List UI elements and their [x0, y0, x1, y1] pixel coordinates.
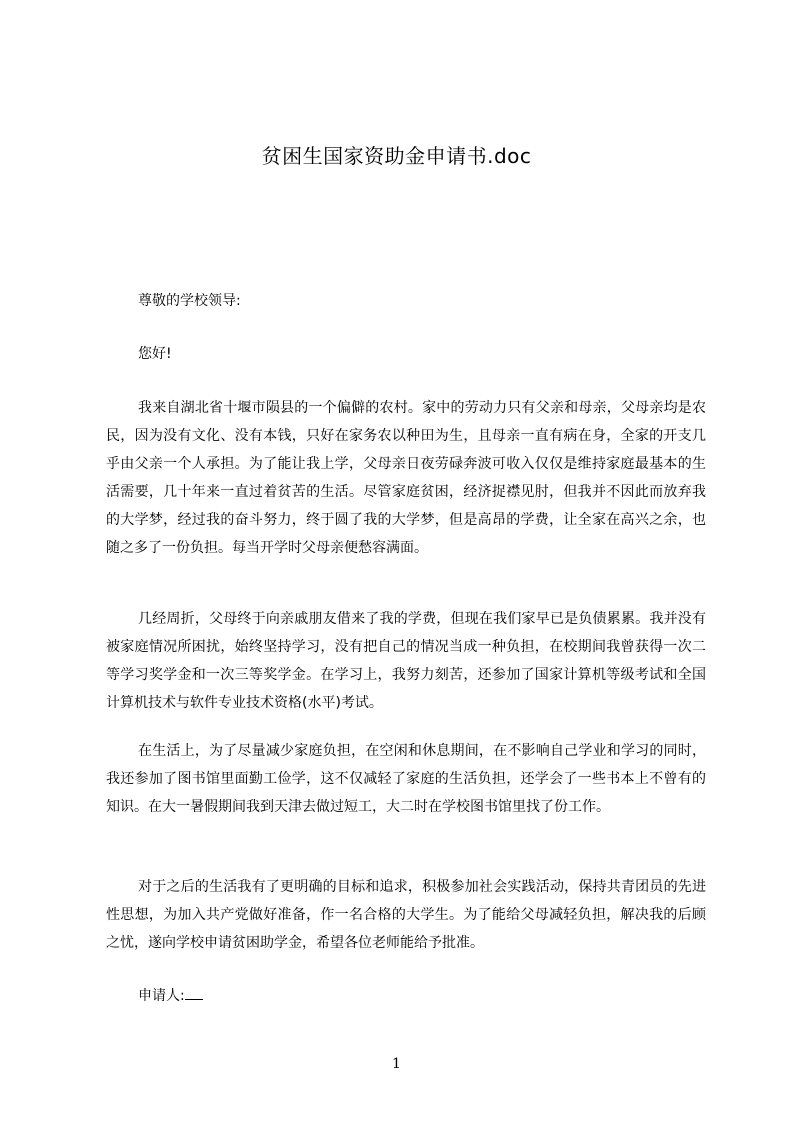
- greeting: 您好!: [138, 346, 172, 362]
- paragraph-study-achievements: 几经周折，父母终于向亲戚朋友借来了我的学费，但现在我们家早已是负债累累。我并没有被家庭情况所困扰，始终坚持学习，没有把自己的情况当成一种负担，在校期间我曾获得一次二等学习奖学金和一次三等奖学金。在学习上，我努力刻苦，还参加了国家计算机等级考试和全国计算机技术与软件专业技术资格(水平)考试。: [106, 611, 706, 711]
- paragraph-work-study: 在生活上，为了尽量减少家庭负担，在空闲和休息期间，在不影响自己学业和学习的同时，我还参加了图书馆里面勤工俭学，这不仅减轻了家庭的生活负担，还学会了一些书本上不曾有的知识。在大一暑假期间我到天津去做过短工，大二时在学校图书馆里找了份工作。: [106, 743, 706, 815]
- applicant-label: 申请人:: [138, 988, 185, 1004]
- paragraph-family-background: 我来自湖北省十堰市陨县的一个偏僻的农村。家中的劳动力只有父亲和母亲，父母亲均是农民，因为没有文化、没有本钱，只好在家务农以种田为生，且母亲一直有病在身，全家的开支几乎由父亲一个人承担。为了能让我上学，父母亲日夜劳碌奔波可收入仅仅是维持家庭最基本的生活需要，几十年来一直过着贫苦的生活。尽管家庭贫困，经济捉襟见肘，但我并不因此而放弃我的大学梦，经过我的奋斗努力，终于圆了我的大学梦，但是高昂的学费，让全家在高兴之余，也随之多了一份负担。每当开学时父母亲便愁容满面。: [106, 400, 706, 556]
- document-title: 贫困生国家资助金申请书.doc: [261, 144, 532, 168]
- salutation: 尊敬的学校领导:: [138, 293, 241, 309]
- paragraph-request: 对于之后的生活我有了更明确的目标和追求，积极参加社会实践活动，保持共青团员的先进性思想，为加入共产党做好准备，作一名合格的大学生。为了能给父母减轻负担，解决我的后顾之忧，遂向学校申请贫困助学金，希望各位老师能给予批准。: [106, 879, 706, 951]
- page-number: 1: [392, 1056, 401, 1072]
- applicant-line: [106, 982, 706, 1010]
- applicant-signature-blank: [185, 983, 203, 1000]
